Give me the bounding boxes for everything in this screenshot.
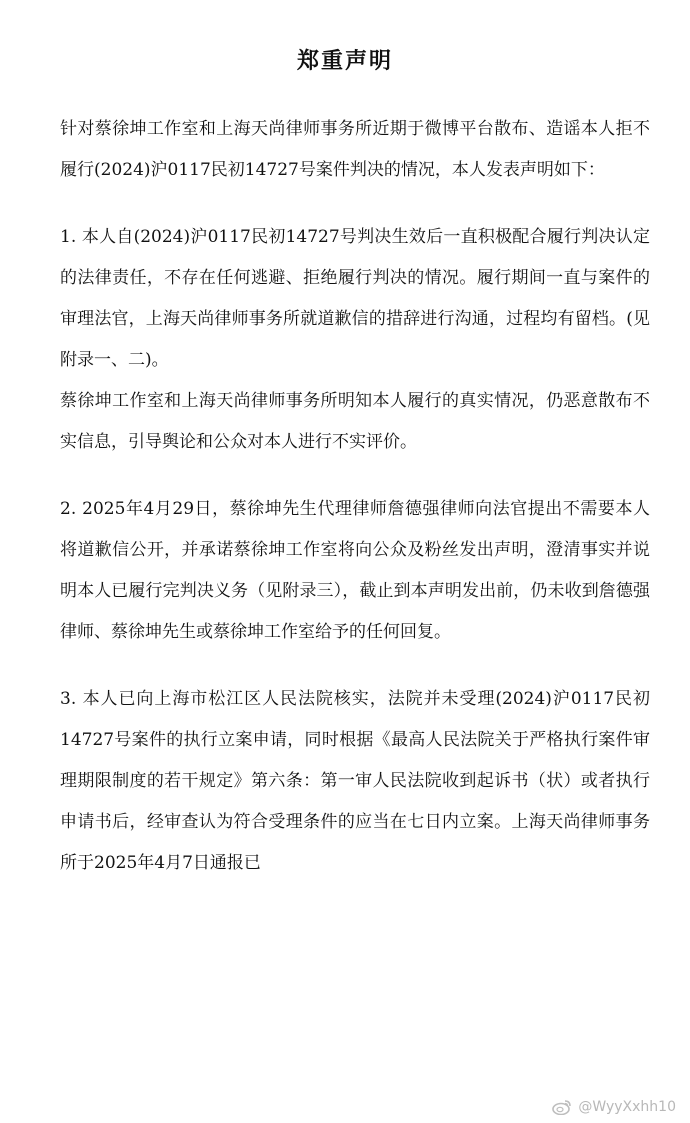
statement-body <box>60 109 650 884</box>
statement-title: 郑重声明 <box>296 49 393 74</box>
weibo-icon <box>552 1099 572 1115</box>
point-1-paragraph: 1. 本人自(2024)沪0117民初14727号判决生效后一直积极配合履行判决认定的法律责任，不存在任何逃避、拒绝履行判决的情况。履行期间一直与案件的审理法官，上海天尚律师事务所就道歉信的措辞进行沟通，过程均有留档。(见附录一、二)。 <box>60 227 650 370</box>
watermark-handle: @WyyXxhh10 <box>578 1099 676 1115</box>
watermark <box>552 1099 676 1115</box>
paragraph-gap <box>60 463 650 489</box>
intro-paragraph: 针对蔡徐坤工作室和上海天尚律师事务所近期于微博平台散布、造谣本人拒不履行(2024)沪0117民初14727号案件判决的情况，本人发表声明如下： <box>60 119 650 180</box>
point-3-paragraph: 3. 本人已向上海市松江区人民法院核实，法院并未受理(2024)沪0117民初14727号案件的执行立案申请，同时根据《最高人民法院关于严格执行案件审理期限制度的若干规定》第六条：第一审人民法院收到起诉书（状）或者执行申请书后，经审查认为符合受理条件的应当在七日内立案。上海天尚律师事务所于2025年4月7日通报已 <box>60 689 650 873</box>
point-2-paragraph: 2. 2025年4月29日，蔡徐坤先生代理律师詹德强律师向法官提出不需要本人将道歉信公开，并承诺蔡徐坤工作室将向公众及粉丝发出声明，澄清事实并说明本人已履行完判决义务（见附录三），截止到本声明发出前，仍未收到詹德强律师、蔡徐坤先生或蔡徐坤工作室给予的任何回复。 <box>60 499 650 642</box>
point-1-continued-paragraph: 蔡徐坤工作室和上海天尚律师事务所明知本人履行的真实情况，仍恶意散布不实信息，引导舆论和公众对本人进行不实评价。 <box>60 391 650 452</box>
paragraph-gap <box>60 653 650 679</box>
paragraph-gap <box>60 191 650 217</box>
